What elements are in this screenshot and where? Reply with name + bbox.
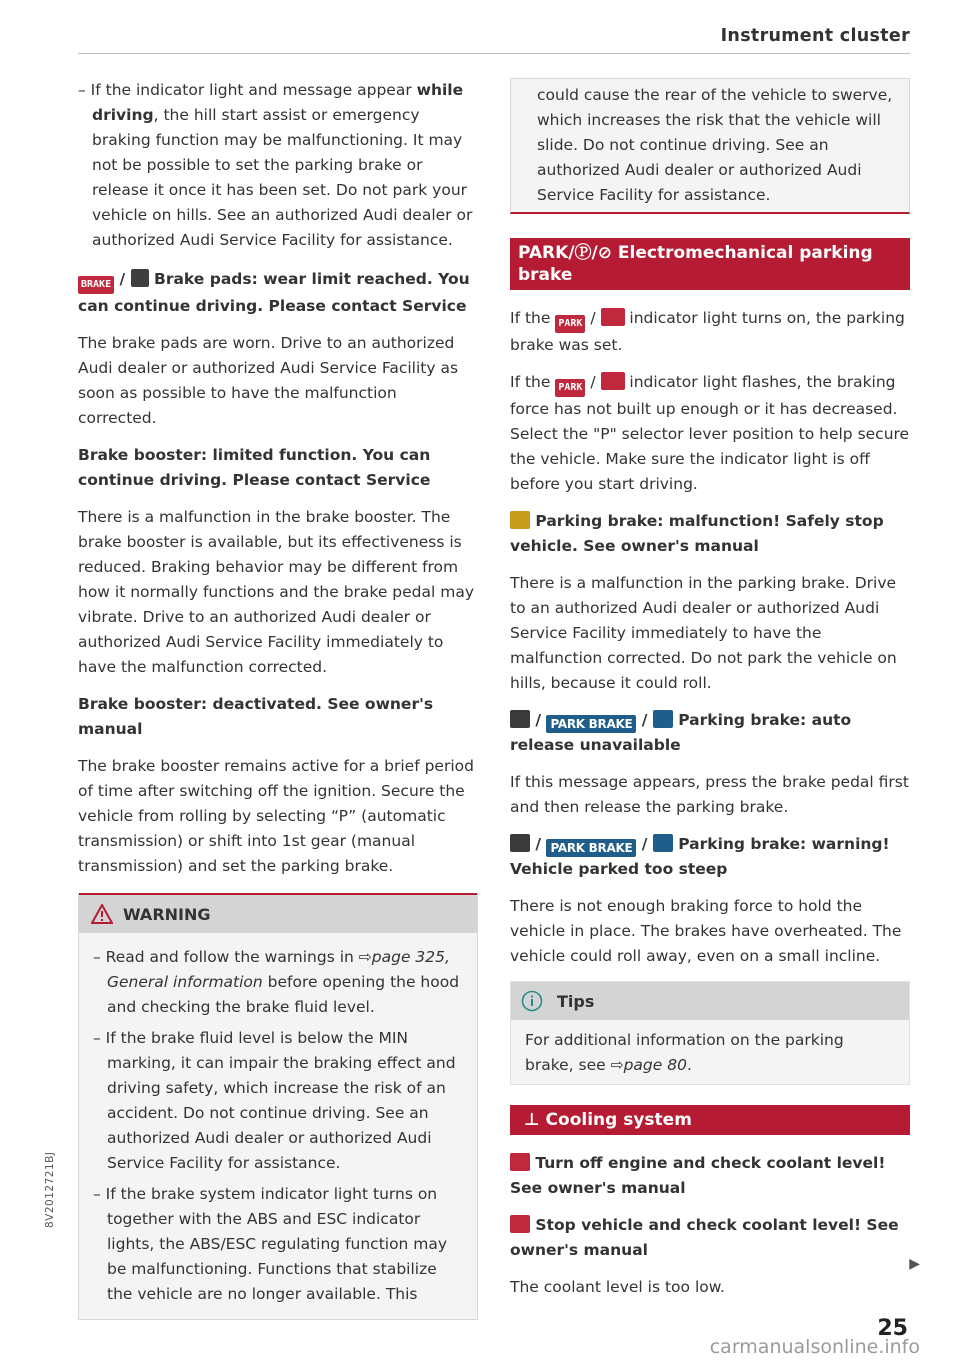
warning-body (79, 933, 477, 1319)
parking-brake-p-icon (653, 710, 673, 728)
continue-arrow-icon: ▶ (909, 1256, 920, 1272)
watermark: carmanualsonline.info (709, 1336, 920, 1358)
park-brake-text-icon: PARK BRAKE (546, 715, 636, 733)
tips-body: For additional information on the parking brake, see ⇨page 80. (525, 1031, 844, 1074)
steep-heading: / PARK BRAKE / Parking brake: warning! Vehicle parked too steep (510, 835, 890, 878)
warning-continued-box: could cause the rear of the vehicle to swerve, which increases the risk that the vehicle will slide. Do not continue driving. See an authorized Audi dealer or authorized Audi Service Facility for assistance. (510, 78, 910, 214)
park-brake-gray-icon (510, 710, 530, 728)
parking-malfunction-body: There is a malfunction in the parking brake. Drive to an authorized Audi dealer or authorized Audi Service Facility immediately to have the malfunction corrected. Do not park the vehicle on hills, because it could roll. (510, 574, 897, 692)
booster-deactivated-body: The brake booster remains active for a brief period of time after switching off the ignition. Secure the vehicle from rolling by selecting “P” (automatic transmission) or shift into 1st gear (manual transmission) and set the parking brake. (78, 757, 474, 875)
park-brake-gray-icon (510, 834, 530, 852)
warning-item: – If the brake fluid level is below the MIN marking, it can impair the braking effect and driving safety, which increase the risk of an accident. Do not continue driving. See an authorized Audi dealer or authorized Audi Service Facility for assistance. (93, 1029, 456, 1172)
tips-header: Tips (511, 982, 909, 1020)
parking-malfunction-heading: Parking brake: malfunction! Safely stop vehicle. See owner's manual (510, 512, 884, 555)
left-column (78, 78, 478, 1320)
right-column (510, 78, 910, 1312)
booster-deactivated-heading: Brake booster: deactivated. See owner's manual (78, 695, 434, 738)
parking-paragraph-1: If the PARK / indicator light turns on, the parking brake was set. (510, 309, 905, 354)
parking-brake-indicator-icon (601, 308, 625, 326)
parking-brake-malfunction-icon (510, 511, 530, 529)
parking-brake-section-title: PARK/Ⓟ/⊘ Electromechanical parking brake (510, 238, 910, 290)
page-reference-link[interactable]: ⇨page 325, General information (107, 948, 450, 991)
coolant-warning-icon (510, 1215, 530, 1233)
brake-pads-body: The brake pads are worn. Drive to an authorized Audi dealer or authorized Audi Service Facility as soon as possible to have the malfunction corrected. (78, 334, 459, 427)
steep-body: There is not enough braking force to hold the vehicle in place. The brakes have overheated. The vehicle could roll away, even on a small incline. (510, 897, 902, 965)
document-code: 8V2012721BJ (44, 1151, 56, 1228)
page-section-title: Instrument cluster (720, 26, 910, 46)
warning-box (78, 893, 478, 1320)
page-number: 25 (877, 1316, 908, 1341)
booster-limited-heading: Brake booster: limited function. You can continue driving. Please contact Service (78, 446, 431, 489)
tips-box (510, 981, 910, 1085)
coolant-heading-2: Stop vehicle and check coolant level! See owner's manual (510, 1216, 899, 1259)
header-divider (78, 53, 910, 54)
cooling-section-title: ⊥ Cooling system (510, 1105, 910, 1135)
park-brake-text-icon: PARK BRAKE (546, 839, 636, 857)
park-indicator-icon: PARK (555, 379, 585, 397)
warning-triangle-icon (91, 904, 113, 924)
brake-pads-heading: BRAKE / Brake pads: wear limit reached. You can continue driving. Please contact Service (78, 270, 470, 315)
parking-brake-p-icon (653, 834, 673, 852)
auto-release-body: If this message appears, press the brake pedal first and then release the parking brake. (510, 773, 909, 816)
warning-item: – If the brake system indicator light turns on together with the ABS and ESC indicator lights, the ABS/ESC regulating function may be malfunctioning. Functions that stabilize the vehicle are no longer available. This (93, 1185, 448, 1303)
warning-header: WARNING (79, 893, 477, 933)
coolant-heading-1: Turn off engine and check coolant level! See owner's manual (510, 1154, 886, 1197)
parking-brake-indicator-icon (601, 372, 625, 390)
warning-item: – Read and follow the warnings in ⇨page 325, General information before opening the hood and checking the brake fluid level. (93, 948, 460, 1016)
brake-warning-icon: BRAKE (78, 276, 114, 294)
brake-pad-icon (131, 269, 149, 287)
coolant-warning-icon (510, 1153, 530, 1171)
page-reference-link[interactable]: ⇨page 80 (610, 1056, 687, 1074)
intro-paragraph: – If the indicator light and message appear while driving, the hill start assist or emergency braking function may be malfunctioning. It may not be possible to set the parking brake or release it once it has been set. Do not park your vehicle on hills. See an authorized Audi dealer or authorized Audi Service Facility for assistance. (78, 81, 473, 249)
parking-paragraph-2: If the PARK / indicator light flashes, the braking force has not built up enough or it has decreased. Select the "P" selector lever position to help secure the vehicle. Make sure the indicator light is off before you start driving. (510, 373, 910, 493)
auto-release-heading: / PARK BRAKE / Parking brake: auto release unavailable (510, 711, 852, 754)
park-indicator-icon: PARK (555, 315, 585, 333)
booster-limited-body: There is a malfunction in the brake booster. The brake booster is available, but its effectiveness is reduced. Braking behavior may be different from how it normally functions and the brake pedal may vibrate. Drive to an authorized Audi dealer or authorized Audi Service Facility immediately to have the malfunction corrected. (78, 508, 475, 676)
coolant-thermometer-icon: ⊥ (524, 1110, 540, 1130)
coolant-body: The coolant level is too low. (510, 1278, 725, 1296)
info-icon (521, 990, 543, 1012)
